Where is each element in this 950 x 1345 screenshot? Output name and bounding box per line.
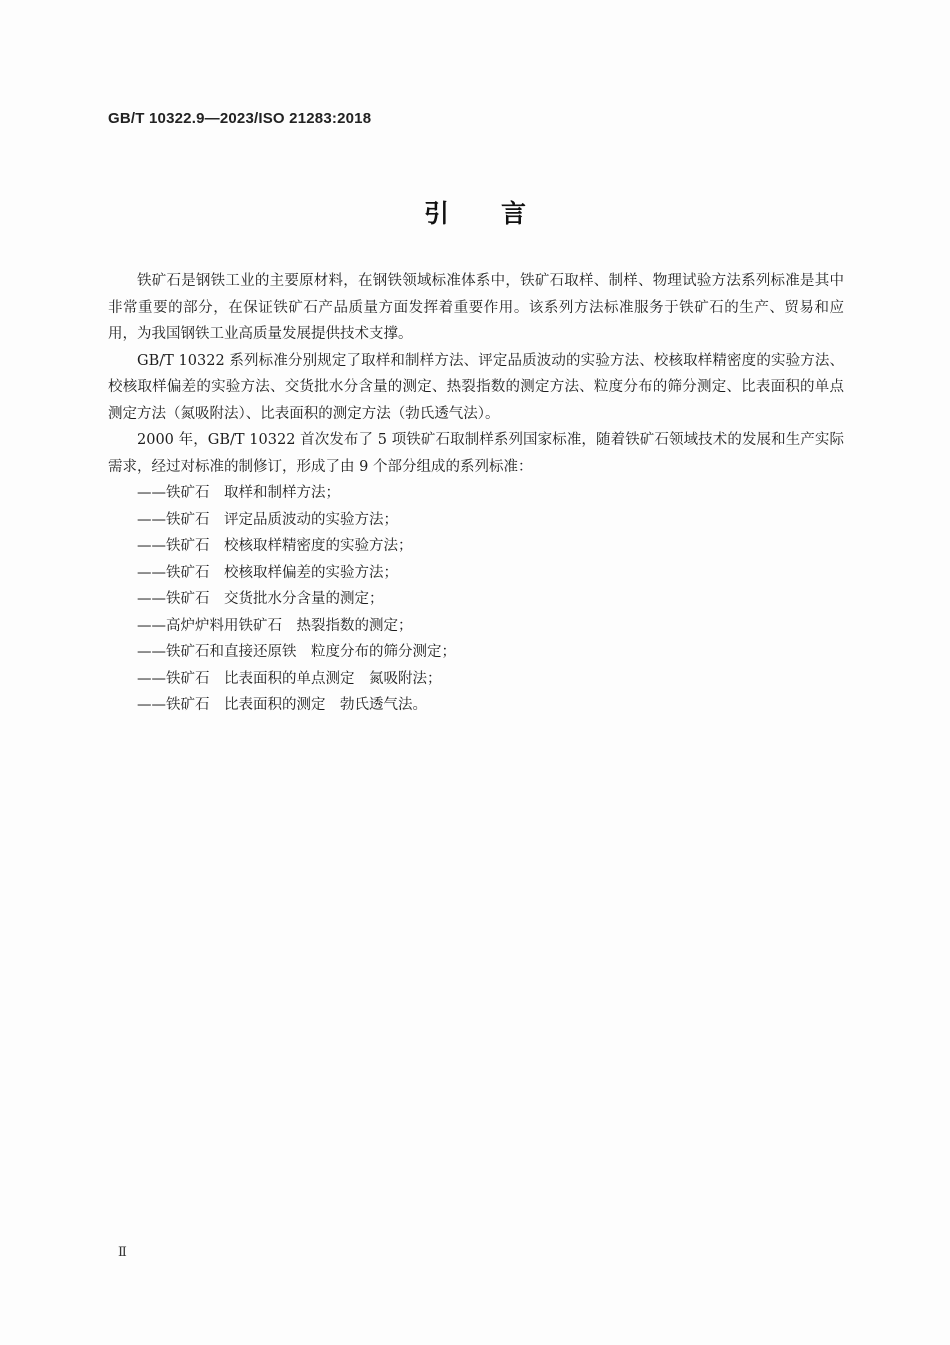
list-item: ——铁矿石 校核取样偏差的实验方法； <box>137 564 398 581</box>
list-item: ——铁矿石 取样和制样方法； <box>137 485 340 501</box>
list-item: ——铁矿石 校核取样精密度的实验方法； <box>137 538 413 554</box>
paragraph-2: GB/T 10322 系列标准分别规定了取样和制样方法、评定品质波动的实验方法、校核取样精密度的实验方法、校核取样偏差的实验方法、交货批水分含量的测定、热裂指数的测定方法、粒度分布的筛分测定、比表面积的单点测定方法（氮吸附法）、比表面积的测定方法（勃氏透气法）。 <box>108 352 844 422</box>
paragraph-1: 铁矿石是钢铁工业的主要原材料，在钢铁领域标准体系中，铁矿石取样、制样、物理试验方法系列标准是其中非常重要的部分，在保证铁矿石产品质量方面发挥着重要作用。该系列方法标准服务于铁矿石的生产、贸易和应用，为我国钢铁工业高质量发展提供技术支撑。 <box>108 273 844 342</box>
list-item: ——铁矿石 评定品质波动的实验方法； <box>137 511 398 528</box>
list-item: ——铁矿石 交货批水分含量的测定； <box>137 591 384 607</box>
standard-number-header: GB/T 10322.9—2023/ISO 21283:2018 <box>108 110 372 127</box>
page-number: Ⅱ <box>118 1245 127 1260</box>
list-item: ——高炉炉料用铁矿石 热裂指数的测定； <box>137 617 413 634</box>
list-item: ——铁矿石 比表面积的单点测定 氮吸附法； <box>137 670 442 687</box>
list-item: ——铁矿石和直接还原铁 粒度分布的筛分测定； <box>137 644 456 660</box>
introduction-body <box>108 268 844 719</box>
list-item: ——铁矿石 比表面积的测定 勃氏透气法。 <box>137 697 427 713</box>
section-title: 引言 <box>423 199 578 228</box>
series-parts-list <box>108 480 844 719</box>
paragraph-3: 2000 年，GB/T 10322 首次发布了 5 项铁矿石取制样系列国家标准，随着铁矿石领域技术的发展和生产实际需求，经过对标准的制修订，形成了由 9 个部分组成的系列标准： <box>108 432 844 475</box>
